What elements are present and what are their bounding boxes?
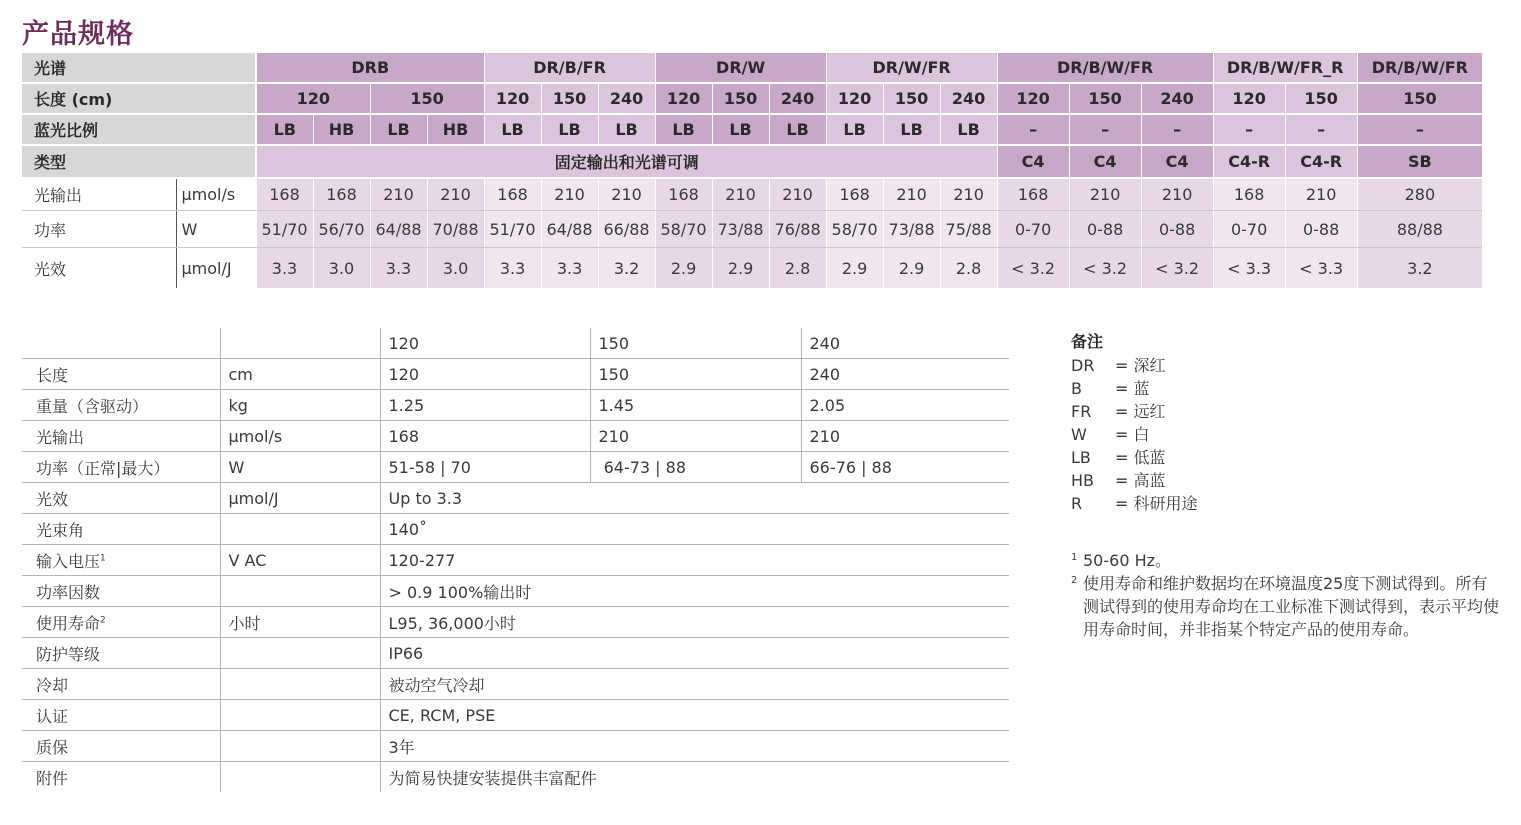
legend-key: R	[1071, 494, 1083, 513]
footnote-text: 50-60 Hz。	[1083, 551, 1172, 570]
legend-value: = 高蓝	[1115, 471, 1166, 490]
efficacy-cell: < 3.3	[1285, 248, 1357, 289]
output-unit: μmol/s	[176, 178, 256, 211]
legend-key: LB	[1071, 448, 1091, 467]
page-title: 产品规格	[22, 19, 134, 50]
length-cell: 150	[541, 83, 598, 114]
legend-key: FR	[1071, 402, 1092, 421]
blue-ratio-cell: HB	[313, 114, 370, 145]
row-label: 附件	[36, 768, 69, 788]
table-row	[22, 576, 1009, 607]
blue-ratio-cell: LB	[484, 114, 541, 145]
output-cell: 168	[826, 178, 883, 211]
power-cell: 56/70	[313, 211, 370, 248]
efficacy-cell: 3.3	[256, 248, 313, 289]
notes-title: 备注	[1071, 332, 1104, 351]
power-cell: 64/88	[541, 211, 598, 248]
output-cell: 210	[541, 178, 598, 211]
efficacy-cell: 2.8	[940, 248, 997, 289]
type-label: 类型	[22, 145, 256, 178]
footnote-marker: 2	[100, 615, 106, 626]
row-value: 1.25	[380, 390, 590, 421]
type-cell: C4	[997, 145, 1069, 178]
output-cell: 168	[997, 178, 1069, 211]
row-label	[22, 545, 220, 576]
power-cell: 66/88	[598, 211, 655, 248]
legend-key: B	[1071, 379, 1082, 398]
row-label: 光输出	[22, 421, 220, 452]
legend-value: = 深红	[1115, 356, 1166, 375]
row-unit: V AC	[220, 545, 380, 576]
row-value: 168	[380, 421, 590, 452]
spectrum-cell: DR/B/FR	[484, 53, 655, 83]
efficacy-unit: μmol/J	[176, 248, 256, 289]
row-label: 冷却	[22, 669, 220, 700]
length-cell: 240	[769, 83, 826, 114]
power-cell: 0-88	[1069, 211, 1141, 248]
row-value: 1.45	[590, 390, 801, 421]
power-cell: 58/70	[826, 211, 883, 248]
blue-ratio-cell: LB	[598, 114, 655, 145]
footnote-marker: 1	[100, 553, 106, 564]
table-row	[22, 390, 1009, 421]
power-cell: 88/88	[1357, 211, 1482, 248]
row-unit: μmol/J	[220, 483, 380, 514]
efficacy-cell: < 3.2	[997, 248, 1069, 289]
efficacy-cell: 3.2	[598, 248, 655, 289]
table-row	[22, 731, 1009, 762]
legend-item	[1071, 400, 1198, 423]
length-row	[22, 83, 1482, 114]
footnote	[1071, 549, 1501, 572]
table-row	[22, 545, 1009, 576]
type-cell: C4-R	[1213, 145, 1285, 178]
footnote-text: 使用寿命和维护数据均在环境温度25度下测试得到。所有测试得到的使用寿命均在工业标准下测试得到，表示平均使用寿命时间，并非指某个特定产品的使用寿命。	[1083, 574, 1500, 639]
row-value: 140˚	[380, 514, 1009, 545]
output-cell: 168	[1213, 178, 1285, 211]
blue-ratio-cell: –	[1285, 114, 1357, 145]
legend-item	[1071, 354, 1198, 377]
blue-ratio-cell: –	[1213, 114, 1285, 145]
power-cell: 76/88	[769, 211, 826, 248]
length-cell: 120	[826, 83, 883, 114]
legend-key: W	[1071, 425, 1087, 444]
row-label-text: 使用寿命	[36, 613, 101, 633]
row-unit: 小时	[220, 607, 380, 638]
output-cell: 210	[769, 178, 826, 211]
output-cell: 280	[1357, 178, 1482, 211]
row-unit: kg	[220, 390, 380, 421]
output-cell: 210	[427, 178, 484, 211]
blue-ratio-row	[22, 114, 1482, 145]
row-value: 240	[801, 359, 1009, 390]
length-header-cell: 150	[590, 328, 801, 359]
footnote-marker: 1	[1071, 552, 1078, 563]
power-cell: 75/88	[940, 211, 997, 248]
table-row	[22, 762, 1009, 793]
power-cell: 0-88	[1141, 211, 1213, 248]
legend-value: = 远红	[1115, 402, 1166, 421]
table-row	[22, 607, 1009, 638]
power-cell: 0-70	[1213, 211, 1285, 248]
row-value: 51-58 | 70	[380, 452, 590, 483]
row-value: 64-73 | 88	[590, 452, 801, 483]
length-cell: 240	[940, 83, 997, 114]
spec-table	[22, 53, 1482, 288]
power-cell: 73/88	[712, 211, 769, 248]
row-value: 210	[801, 421, 1009, 452]
row-unit	[220, 638, 380, 669]
efficacy-cell: < 3.2	[1141, 248, 1213, 289]
power-row	[22, 211, 1482, 248]
length-cell: 120	[655, 83, 712, 114]
row-label: 防护等级	[22, 638, 220, 669]
row-value: 被动空气冷却	[380, 669, 1009, 700]
power-cell: 0-70	[997, 211, 1069, 248]
row-value: Up to 3.3	[380, 483, 1009, 514]
row-label-text: 输入电压	[36, 551, 101, 571]
output-cell: 210	[1285, 178, 1357, 211]
legend-item	[1071, 492, 1198, 515]
output-cell: 168	[313, 178, 370, 211]
row-value: IP66	[380, 638, 1009, 669]
blue-ratio-cell: LB	[256, 114, 313, 145]
output-cell: 210	[883, 178, 940, 211]
spectrum-cell: DRB	[256, 53, 484, 83]
row-label: 长度	[22, 359, 220, 390]
power-cell: 70/88	[427, 211, 484, 248]
length-cell: 150	[1069, 83, 1141, 114]
row-value: 为简易快捷安装提供丰富配件	[380, 762, 1009, 793]
table-row	[22, 452, 1009, 483]
output-cell: 168	[256, 178, 313, 211]
power-cell: 51/70	[484, 211, 541, 248]
row-unit	[220, 700, 380, 731]
row-unit	[220, 669, 380, 700]
type-row	[22, 145, 1482, 178]
length-cell: 150	[883, 83, 940, 114]
row-value: 2.05	[801, 390, 1009, 421]
output-cell: 210	[1069, 178, 1141, 211]
row-label: 质保	[22, 731, 220, 762]
length-cell: 150	[1285, 83, 1357, 114]
spectrum-cell: DR/B/W/FR_R	[1213, 53, 1357, 83]
table-row	[22, 514, 1009, 545]
blue-ratio-cell: LB	[826, 114, 883, 145]
power-cell: 51/70	[256, 211, 313, 248]
blue-ratio-label: 蓝光比例	[22, 114, 256, 145]
row-unit	[220, 514, 380, 545]
row-value: 150	[590, 359, 801, 390]
legend-item	[1071, 446, 1198, 469]
blue-ratio-cell: –	[997, 114, 1069, 145]
efficacy-cell: 3.0	[313, 248, 370, 289]
efficacy-cell: 2.9	[712, 248, 769, 289]
spectrum-cell: DR/B/W/FR	[997, 53, 1213, 83]
row-value: 120-277	[380, 545, 1009, 576]
output-cell: 168	[484, 178, 541, 211]
row-value: > 0.9 100%输出时	[380, 576, 1009, 607]
length-cell: 240	[1141, 83, 1213, 114]
efficacy-cell: < 3.2	[1069, 248, 1141, 289]
length-cell: 120	[484, 83, 541, 114]
power-cell: 64/88	[370, 211, 427, 248]
row-value: 120	[380, 359, 590, 390]
blue-ratio-cell: LB	[883, 114, 940, 145]
efficacy-cell: 3.3	[370, 248, 427, 289]
blue-ratio-cell: HB	[427, 114, 484, 145]
efficacy-cell: 2.8	[769, 248, 826, 289]
efficacy-cell: 2.9	[655, 248, 712, 289]
blue-ratio-cell: LB	[655, 114, 712, 145]
detail-header-row	[22, 328, 1009, 359]
legend-value: = 科研用途	[1115, 494, 1198, 513]
blue-ratio-cell: LB	[712, 114, 769, 145]
table-row	[22, 359, 1009, 390]
output-label: 光输出	[22, 178, 176, 211]
row-unit: cm	[220, 359, 380, 390]
blue-ratio-cell: –	[1069, 114, 1141, 145]
blue-ratio-cell: LB	[541, 114, 598, 145]
efficacy-label: 光效	[22, 248, 176, 289]
length-cell: 120	[1213, 83, 1285, 114]
length-header-cell: 240	[801, 328, 1009, 359]
row-label: 认证	[22, 700, 220, 731]
efficacy-cell: 2.9	[826, 248, 883, 289]
spectrum-cell: DR/W/FR	[826, 53, 997, 83]
row-unit	[220, 762, 380, 793]
length-cell: 150	[712, 83, 769, 114]
type-merged-cell: 固定输出和光谱可调	[256, 145, 997, 178]
legend-value: = 低蓝	[1115, 448, 1166, 467]
row-label: 光束角	[22, 514, 220, 545]
blue-ratio-cell: LB	[769, 114, 826, 145]
length-cell: 120	[997, 83, 1069, 114]
footnote	[1071, 572, 1501, 641]
spectrum-row	[22, 53, 1482, 83]
output-cell: 168	[655, 178, 712, 211]
blue-ratio-cell: –	[1357, 114, 1482, 145]
efficacy-cell: 3.2	[1357, 248, 1482, 289]
efficacy-cell: 3.0	[427, 248, 484, 289]
table-row	[22, 483, 1009, 514]
length-cell: 120	[256, 83, 370, 114]
efficacy-cell: 3.3	[484, 248, 541, 289]
row-value: L95, 36,000小时	[380, 607, 1009, 638]
output-cell: 210	[370, 178, 427, 211]
output-cell: 210	[598, 178, 655, 211]
row-label: 功率（正常|最大）	[22, 452, 220, 483]
spectrum-cell: DR/B/W/FR	[1357, 53, 1482, 83]
type-cell: SB	[1357, 145, 1482, 178]
legend-item	[1071, 423, 1198, 446]
power-cell: 0-88	[1285, 211, 1357, 248]
table-row	[22, 638, 1009, 669]
efficacy-cell: 2.9	[883, 248, 940, 289]
legend-item	[1071, 469, 1198, 492]
row-unit: μmol/s	[220, 421, 380, 452]
legend-item	[1071, 377, 1198, 400]
row-label	[22, 607, 220, 638]
notes-legend	[1071, 329, 1198, 515]
blue-ratio-cell: LB	[940, 114, 997, 145]
legend-value: = 白	[1115, 425, 1150, 444]
length-cell: 150	[1357, 83, 1482, 114]
row-value: 3年	[380, 731, 1009, 762]
type-cell: C4	[1069, 145, 1141, 178]
power-cell: 58/70	[655, 211, 712, 248]
footnote-marker: 2	[1071, 575, 1078, 586]
length-cell: 150	[370, 83, 484, 114]
spectrum-label: 光谱	[22, 53, 256, 83]
type-cell: C4	[1141, 145, 1213, 178]
row-value: 66-76 | 88	[801, 452, 1009, 483]
legend-value: = 蓝	[1115, 379, 1150, 398]
output-cell: 210	[1141, 178, 1213, 211]
row-unit	[220, 731, 380, 762]
row-value: 210	[590, 421, 801, 452]
table-row	[22, 669, 1009, 700]
row-label: 重量（含驱动）	[22, 390, 220, 421]
legend-key: DR	[1071, 356, 1095, 375]
spectrum-cell: DR/W	[655, 53, 826, 83]
efficacy-row	[22, 248, 1482, 289]
efficacy-cell: < 3.3	[1213, 248, 1285, 289]
power-cell: 73/88	[883, 211, 940, 248]
output-cell: 210	[940, 178, 997, 211]
row-value: CE, RCM, PSE	[380, 700, 1009, 731]
row-label: 光效	[22, 483, 220, 514]
power-label: 功率	[22, 211, 176, 248]
detail-table	[22, 328, 1009, 792]
table-row	[22, 700, 1009, 731]
legend-key: HB	[1071, 471, 1095, 490]
efficacy-cell: 3.3	[541, 248, 598, 289]
output-row	[22, 178, 1482, 211]
blue-ratio-cell: –	[1141, 114, 1213, 145]
blue-ratio-cell: LB	[370, 114, 427, 145]
length-cell: 240	[598, 83, 655, 114]
footnotes	[1071, 549, 1501, 641]
table-row	[22, 421, 1009, 452]
row-label: 功率因数	[22, 576, 220, 607]
power-unit: W	[176, 211, 256, 248]
type-cell: C4-R	[1285, 145, 1357, 178]
row-unit	[220, 576, 380, 607]
length-header-cell: 120	[380, 328, 590, 359]
length-label: 长度 (cm)	[22, 83, 256, 114]
output-cell: 210	[712, 178, 769, 211]
row-unit: W	[220, 452, 380, 483]
